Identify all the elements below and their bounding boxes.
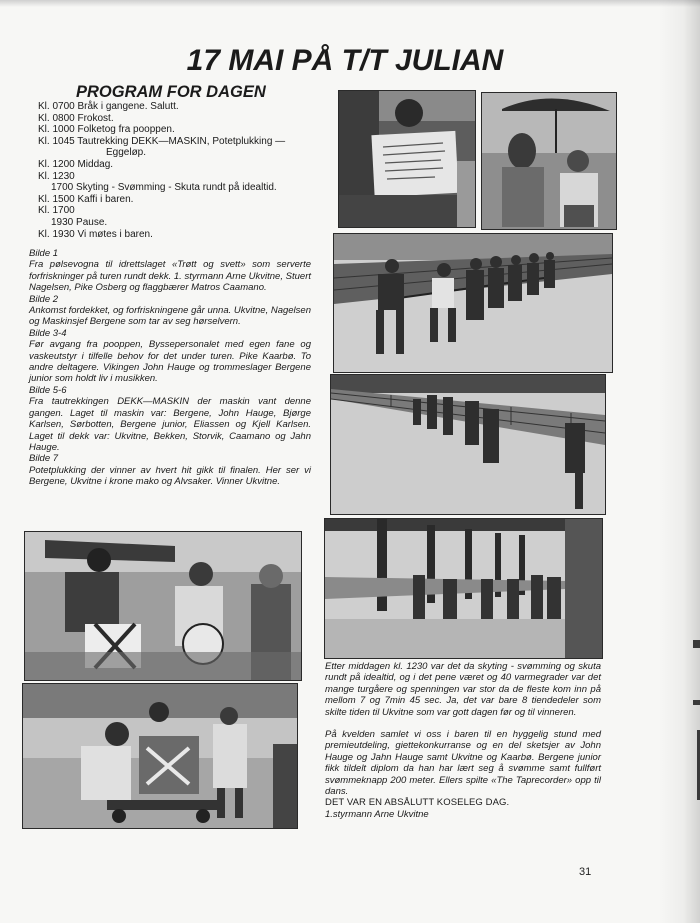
photo-3-tug-of-war xyxy=(333,233,613,373)
event-report xyxy=(325,661,601,820)
caption-text: Før avgang fra pooppen, Byssepersonalet med egen fane og vaskeutstyr i tilfelle behov for det under turen. Pike Kaarbø. To andre deltagere. Vikingen John Hauge og trommeslager Bergene junior som holdt liv i musikken. xyxy=(29,339,311,385)
photo-captions xyxy=(29,248,311,488)
program-item: Kl. 1500 Kaffi i baren. xyxy=(38,193,134,205)
photo-6-promenade-deck xyxy=(324,518,603,659)
caption-text: Potetplukking der vinner av hvert hit gikk til finalen. Her ser vi Bergene, Ukvitne i krone mako og Alvsaker. Vinner Ukvitne. xyxy=(29,464,311,488)
binding-shadow xyxy=(658,0,700,923)
page-number: 31 xyxy=(579,866,592,878)
photo-5-parade-cart xyxy=(24,531,302,681)
caption-heading: Bilde 7 xyxy=(29,453,59,465)
program-list xyxy=(38,101,328,240)
program-item: Kl. 0800 Frokost. xyxy=(38,112,114,124)
caption-text: Fra pølsevogna til idrettslaget «Trøtt og svett» som serverte forfriskninger på turen rundt dekk. 1. styrmann Arne Ukvitne, Stuert Nagelsen, Pike Osberg og flaggbærer Matros Caamano. xyxy=(29,259,311,294)
caption-heading: Bilde 1 xyxy=(29,248,59,259)
caption-text: Ankomst fordekket, og forfriskningene går unna. Ukvitne, Nagelsen og Maskinsjef Bergene som tar av seg hørselvern. xyxy=(29,305,311,328)
program-item: Kl. 1930 Vi møtes i baren. xyxy=(38,228,153,240)
program-heading: PROGRAM FOR DAGEN xyxy=(76,83,266,101)
report-paragraph: Etter middagen kl. 1230 var det da skyting - svømming og skuta rundt på idealtid, og i det pene været og 40 varmegrader var det mange turgåere og spenningen var stor da de fleste kom inn på mellom 7 og 7min 45 sec. Ja, det var bare 8 tiendedeler som skilte tiden til Ukvitne som var gott dagen før og til vinneren. xyxy=(325,661,601,718)
caption-heading: Bilde 3-4 xyxy=(29,327,67,339)
report-paragraph: På kvelden samlet vi oss i baren til en hyggelig stund med premieutdeling, giettekonkurranse og en del sketsjer av John Hauge og Jahn Hauge samt Ukvitne og Kaarbø. Bergene junior fikk tildelt diplom da han har lært seg å svømme samt fullført svømmeknapp 200 meter. Ellers spilte «The Taprecorder» opp til dans. xyxy=(325,729,601,798)
program-item: Kl. 1000 Folketog fra pooppen. xyxy=(38,124,175,136)
photo-4-tug-of-war-deck xyxy=(330,374,606,515)
program-item: Kl. 1230 xyxy=(38,170,75,182)
photo-2-umbrella xyxy=(481,92,617,230)
caption-heading: Bilde 2 xyxy=(29,293,59,305)
page-title: 17 MAI PÅ T/T JULIAN xyxy=(186,44,504,77)
signature: 1.styrmann Arne Ukvitne xyxy=(325,808,429,820)
program-item: 1700 Skyting - Svømming - Skuta rundt på idealtid. xyxy=(51,182,277,194)
program-item: 1930 Pause. xyxy=(51,216,108,228)
program-item: Eggeløp. xyxy=(106,147,147,159)
program-item: Kl. 1200 Middag. xyxy=(38,158,114,170)
caption-heading: Bilde 5-6 xyxy=(29,384,67,396)
program-item: Kl. 1700 xyxy=(38,205,75,217)
photo-1-sausage-cart xyxy=(338,90,476,228)
closing-line: DET VAR EN ABSÅLUTT KOSELEG DAG. xyxy=(325,797,510,809)
program-item: Kl. 1045 Tautrekking DEKK—MASKIN, Potetplukking — xyxy=(38,135,286,147)
top-edge xyxy=(0,0,700,7)
program-item: Kl. 0700 Bråk i gangene. Salutt. xyxy=(38,101,179,112)
caption-text: Fra tautrekkingen DEKK—MASKIN der maskin vant denne gangen. Laget til maskin var: Bergene, John Hauge, Bjørge Karlsen, Sørbotten, Bergene junior, Eliassen og Kjell Karlsen. Laget til dekk var: Ukvitne, Bekken, Storvik, Caamano og Jahn Hauge. xyxy=(29,396,311,453)
photo-7-potato-picking xyxy=(22,683,298,829)
